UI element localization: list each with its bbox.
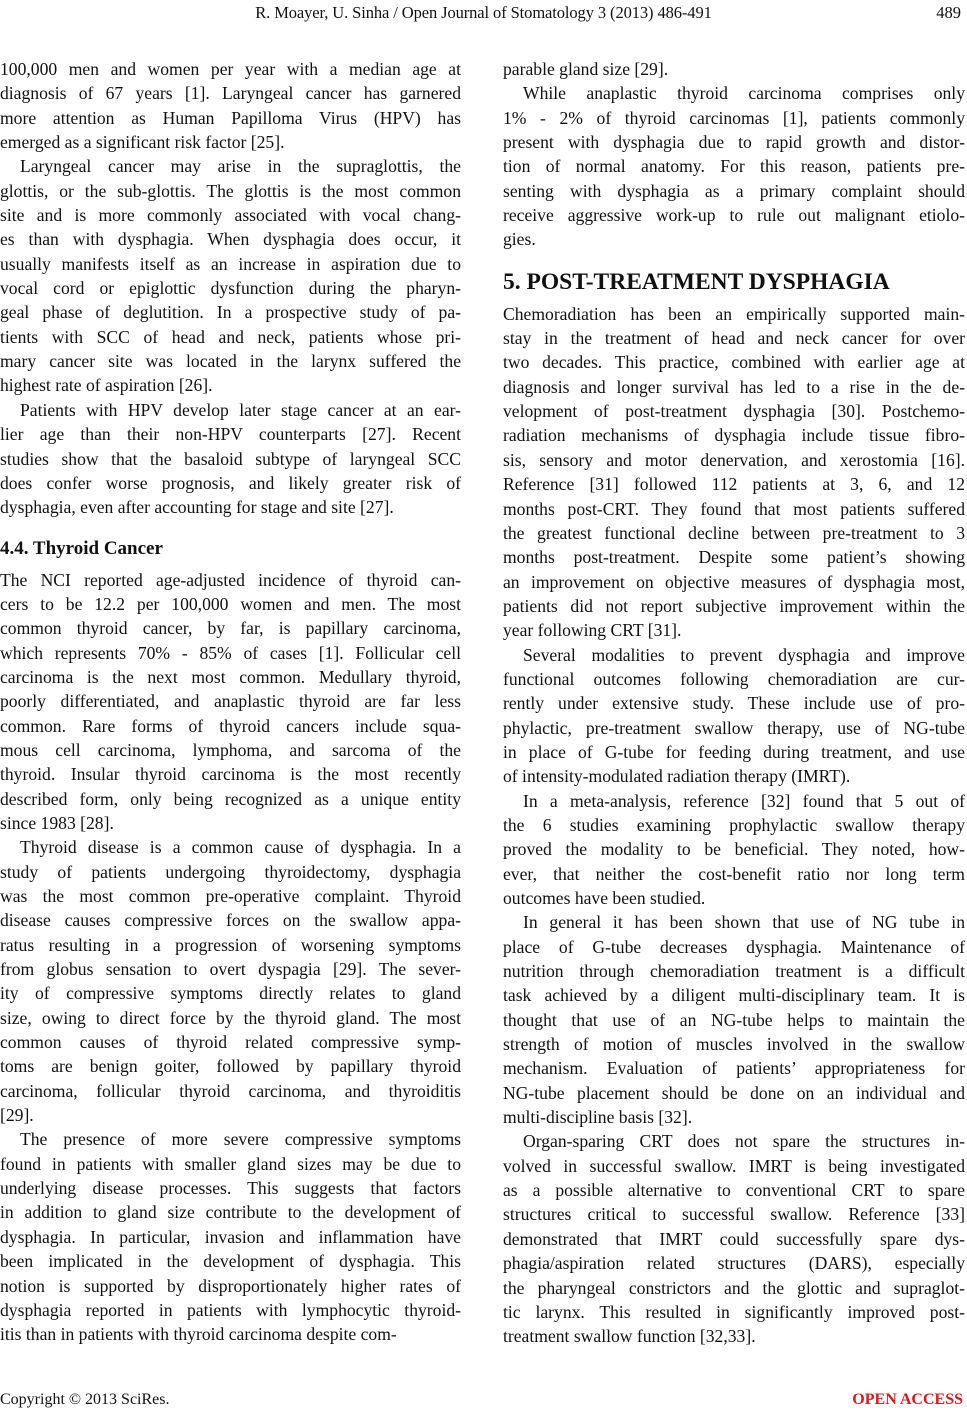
text-line: proved the modality to be beneficial. They noted, how- (503, 839, 965, 860)
text-line: site and is more commonly associated with vocal chang- (0, 205, 461, 226)
paragraph (503, 910, 965, 1129)
right-column (503, 57, 965, 1349)
text-line: found in patients with smaller gland sizes may be due to (0, 1153, 461, 1174)
text-line: The NCI reported age-adjusted incidence of thyroid can- (0, 569, 461, 590)
copyright-notice: Copyright © 2013 SciRes. (0, 1391, 170, 1408)
text-line: 1% - 2% of thyroid carcinomas [1], patients commonly (503, 107, 965, 128)
text-line: ever, that neither the cost-benefit ratio nor long term (503, 863, 965, 884)
paragraph (0, 398, 461, 520)
text-line: usually manifests itself as an increase in aspiration due to (0, 253, 461, 274)
text-line: common thyroid cancer, by far, is papillary carcinoma, (0, 618, 461, 639)
text-line: disease causes compressive forces on the swallow appa- (0, 910, 461, 931)
text-line: geal phase of deglutition. In a prospective study of pa- (0, 302, 461, 323)
text-line: mous cell carcinoma, lymphoma, and sarcoma of the (0, 739, 461, 760)
text-line: itis than in patients with thyroid carcinoma despite com- (0, 1324, 397, 1345)
text-line: tic larynx. This resulted in significantly improved post- (503, 1301, 965, 1322)
text-line: rently under extensive study. These include use of pro- (503, 693, 965, 714)
text-line: Reference [31] followed 112 patients at 3, 6, and 12 (503, 474, 965, 495)
text-line: thyroid. Insular thyroid carcinoma is the most recently (0, 764, 461, 785)
text-line: velopment of post-treatment dysphagia [30]. Postchemo- (503, 401, 965, 422)
text-line: in addition to gland size contribute to the development of (0, 1202, 461, 1223)
text-line: structures critical to successful swallow. Reference [33] (503, 1204, 965, 1225)
text-line: ratus resulting in a progression of worsening symptoms (0, 934, 461, 955)
text-line: does confer worse prognosis, and likely greater risk of (0, 472, 461, 493)
text-line: dysphagia reported in patients with lymphocytic thyroid- (0, 1299, 461, 1320)
text-line: dysphagia, even after accounting for stage and site [27]. (0, 497, 394, 518)
paragraph (0, 57, 461, 154)
paragraph (0, 568, 461, 836)
paragraph (0, 835, 461, 1127)
text-line: functional outcomes following chemoradiation are cur- (503, 668, 965, 689)
text-line: In general it has been shown that use of NG tube in (523, 912, 965, 933)
text-line: from globus sensation to overt dyspagia [29]. The sever- (0, 959, 461, 980)
text-line: vocal cord or epiglottic dysfunction during the pharyn- (0, 278, 461, 299)
paragraph (503, 81, 965, 251)
text-line: cers to be 12.2 per 100,000 women and men. The most (0, 593, 461, 614)
running-header (0, 2, 967, 26)
text-line: gies. (503, 229, 536, 250)
text-line: mary cancer site was located in the larynx suffered the (0, 351, 461, 372)
text-line: the 6 studies examining prophylactic swallow therapy (503, 814, 965, 835)
text-line: ity of compressive symptoms directly relates to gland (0, 983, 461, 1004)
text-line: NG-tube placement should be done on an individual and (503, 1082, 965, 1103)
text-line: In a meta-analysis, reference [32] found that 5 out of (523, 790, 965, 811)
text-line: multi-discipline basis [32]. (503, 1107, 693, 1128)
text-line: common. Rare forms of thyroid cancers include squa- (0, 715, 461, 736)
text-line: Patients with HPV develop later stage cancer at an ear- (20, 399, 461, 420)
text-line: carcinoma is the next most common. Medullary thyroid, (0, 666, 461, 687)
open-access-badge: OPEN ACCESS (852, 1391, 963, 1408)
text-line: task achieved by a diligent multi-disciplinary team. It is (503, 985, 965, 1006)
text-line: since 1983 [28]. (0, 812, 114, 833)
text-line: The presence of more severe compressive symptoms (20, 1129, 461, 1150)
text-line: Organ-sparing CRT does not spare the structures in- (523, 1131, 965, 1152)
text-line: study of patients undergoing thyroidectomy, dysphagia (0, 861, 461, 882)
text-line: strength of motion of muscles involved in the swallow (503, 1034, 965, 1055)
paragraph (503, 302, 965, 643)
text-line: tients with SCC of head and neck, patients whose pri- (0, 326, 461, 347)
paragraph (503, 643, 965, 789)
text-line: year following CRT [31]. (503, 620, 682, 641)
paragraph (0, 1127, 461, 1346)
text-line: Laryngeal cancer may arise in the supraglottis, the (20, 156, 461, 177)
text-line: Thyroid disease is a common cause of dysphagia. In a (20, 837, 461, 858)
text-line: the pharyngeal constrictors and the glottic and supraglot- (503, 1277, 965, 1298)
left-column (0, 57, 461, 1347)
text-line: demonstrated that IMRT could successfully spare dys- (503, 1228, 965, 1249)
text-line: tion of normal anatomy. For this reason, patients pre- (503, 156, 965, 177)
text-line: mechanism. Evaluation of patients’ appropriateness for (503, 1058, 965, 1079)
text-line: common causes of thyroid related compressive symp- (0, 1032, 461, 1053)
text-line: carcinoma, follicular thyroid carcinoma, and thyroiditis (0, 1080, 461, 1101)
text-line: phylactic, pre-treatment swallow therapy, use of NG-tube (503, 717, 965, 738)
text-line: highest rate of aspiration [26]. (0, 375, 213, 396)
text-line: receive aggressive work-up to rule out malignant etiolo- (503, 205, 965, 226)
text-line: present with dysphagia due to rapid growth and distor- (503, 132, 965, 153)
text-line: lier age than their non-HPV counterparts [27]. Recent (0, 424, 461, 445)
text-line: in place of G-tube for feeding during treatment, and use (503, 741, 965, 762)
text-line: underlying disease processes. This suggests that factors (0, 1178, 461, 1199)
text-line: size, owing to direct force by the thyroid gland. The most (0, 1007, 461, 1028)
paragraph (503, 57, 965, 81)
page-number: 489 (936, 3, 961, 22)
text-line: glottis, or the sub-glottis. The glottis is the most common (0, 180, 461, 201)
paragraph (503, 1129, 965, 1348)
text-line: diagnosis and longer survival has led to a rise in the de- (503, 376, 965, 397)
text-line: dysphagia. In particular, invasion and inflammation have (0, 1226, 461, 1247)
text-line: diagnosis of 67 years [1]. Laryngeal cancer has garnered (0, 83, 461, 104)
text-line: as a possible alternative to conventional CRT to spare (503, 1180, 965, 1201)
paragraph (0, 154, 461, 397)
paragraph (503, 789, 965, 911)
text-line: parable gland size [29]. (503, 59, 669, 79)
running-title: R. Moayer, U. Sinha / Open Journal of Stomatology 3 (2013) 486-491 (255, 3, 712, 22)
text-line: more attention as Human Papilloma Virus (HPV) has (0, 107, 461, 128)
text-line: months post-CRT. They found that most patients suffered (503, 498, 965, 519)
text-line: 100,000 men and women per year with a median age at (0, 59, 461, 79)
text-line: stay in the treatment of head and neck cancer for over (503, 328, 965, 349)
text-line: While anaplastic thyroid carcinoma comprises only (523, 83, 965, 104)
text-line: senting with dysphagia as a primary complaint should (503, 180, 965, 201)
text-line: Chemoradiation has been an empirically supported main- (503, 303, 965, 324)
text-line: thought that use of an NG-tube helps to maintain the (503, 1009, 965, 1030)
text-line: which represents 70% - 85% of cases [1]. Follicular cell (0, 642, 461, 663)
text-line: emerged as a significant risk factor [25]. (0, 132, 285, 153)
text-line: studies show that the basaloid subtype of laryngeal SCC (0, 448, 461, 469)
text-line: outcomes have been studied. (503, 888, 706, 908)
text-line: [29]. (0, 1105, 34, 1126)
text-line: es than with dysphagia. When dysphagia does occur, it (0, 229, 461, 250)
text-line: poorly differentiated, and anaplastic thyroid are far less (0, 691, 461, 712)
text-line: the greatest functional decline between pre-treatment to 3 (503, 522, 965, 543)
text-line: two decades. This practice, combined with earlier age at (503, 352, 965, 373)
text-line: nutrition through chemoradiation treatment is a difficult (503, 961, 965, 982)
text-line: sis, sensory and motor denervation, and xerostomia [16]. (503, 449, 965, 470)
text-line: place of G-tube decreases dysphagia. Maintenance of (503, 936, 965, 957)
text-line: treatment swallow function [32,33]. (503, 1326, 756, 1347)
text-line: radiation mechanisms of dysphagia include tissue fibro- (503, 425, 965, 446)
text-line: patients did not report subjective improvement within the (503, 595, 965, 616)
text-line: toms are benign goiter, followed by papillary thyroid (0, 1056, 461, 1077)
text-line: was the most common pre-operative complaint. Thyroid (0, 886, 461, 906)
text-line: described form, only being recognized as a unique entity (0, 788, 461, 809)
text-line: of intensity-modulated radiation therapy (IMRT). (503, 766, 851, 787)
section-heading-post-treatment-dysphagia: 5. POST-TREATMENT DYSPHAGIA (503, 268, 890, 295)
text-line: volved in successful swallow. IMRT is being investigated (503, 1155, 965, 1176)
text-line: notion is supported by disproportionately higher rates of (0, 1275, 461, 1296)
text-line: months post-treatment. Despite some patient’s showing (503, 547, 965, 568)
section-heading-thyroid-cancer: 4.4. Thyroid Cancer (0, 537, 163, 559)
text-line: been implicated in the development of dysphagia. This (0, 1251, 461, 1272)
text-line: an improvement on objective measures of dysphagia most, (503, 571, 965, 592)
text-line: phagia/aspiration related structures (DARS), especially (503, 1253, 965, 1274)
text-line: Several modalities to prevent dysphagia and improve (523, 644, 965, 665)
